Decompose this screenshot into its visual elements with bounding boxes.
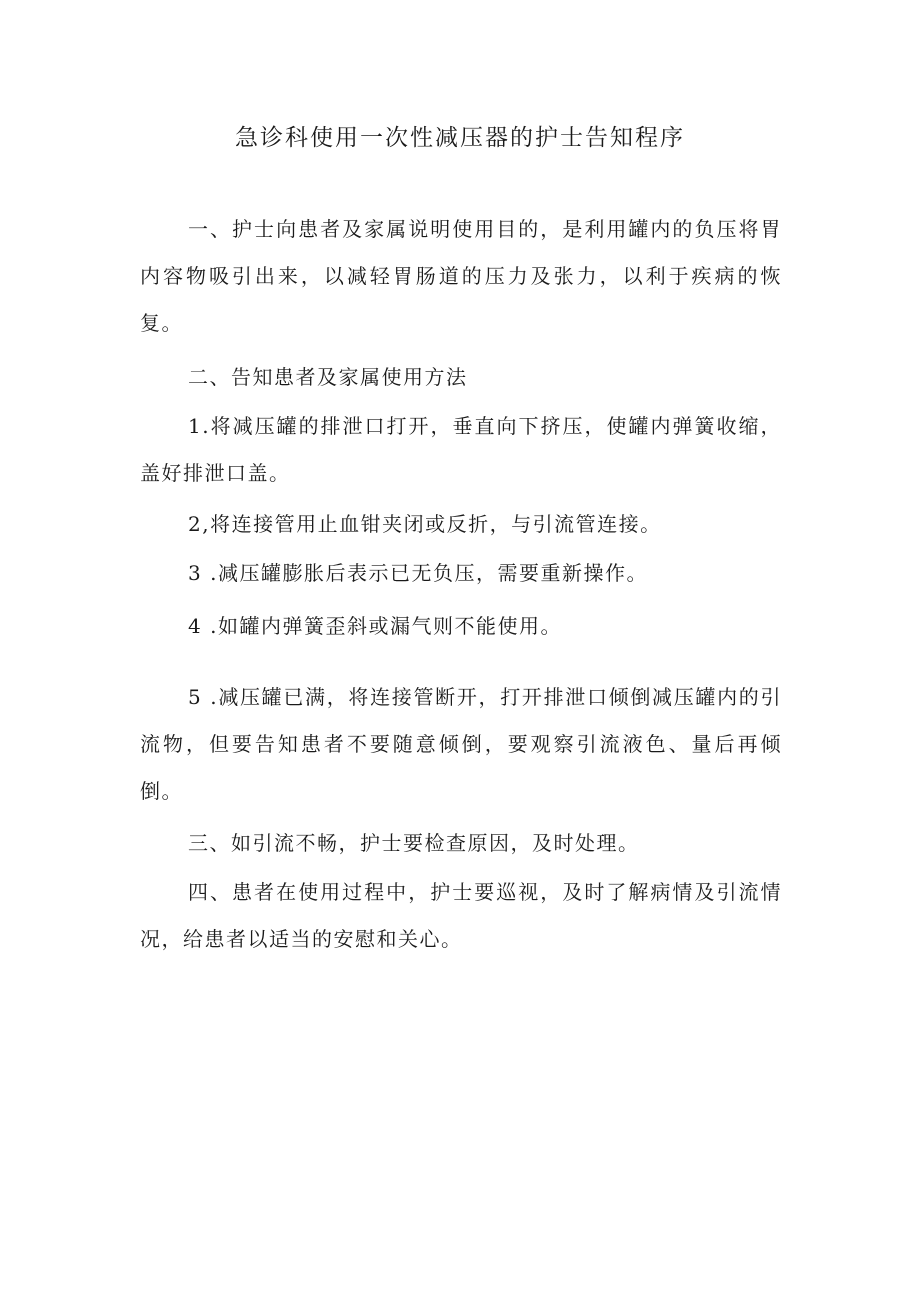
paragraph-step-5: 5 .减压罐已满，将连接管断开，打开排泄口倾倒减压罐内的引流物，但要告知患者不要随意倾倒，要观察引流液色、量后再倾倒。 [140, 685, 782, 803]
paragraph-purpose: 一、护士向患者及家属说明使用目的，是利用罐内的负压将胃内容物吸引出来，以减轻胃肠道的压力及张力，以利于疾病的恢复。 [140, 217, 782, 335]
paragraph-method-heading: 二、告知患者及家属使用方法 [188, 365, 468, 389]
paragraph-step-1: 1.将减压罐的排泄口打开，垂直向下挤压，使罐内弹簧收缩，盖好排泄口盖。 [140, 414, 782, 485]
paragraph-drainage-check: 三、如引流不畅，护士要检查原因，及时处理。 [188, 831, 640, 855]
paragraph-step-2: 2,将连接管用止血钳夹闭或反折，与引流管连接。 [188, 512, 662, 536]
paragraph-step-4: 4 .如罐内弹簧歪斜或漏气则不能使用。 [188, 614, 562, 638]
document-title: 急诊科使用一次性减压器的护士告知程序 [235, 125, 685, 151]
paragraph-step-3: 3 .减压罐膨胀后表示已无负压，需要重新操作。 [188, 561, 648, 585]
paragraph-patrol: 四、患者在使用过程中，护士要巡视，及时了解病情及引流情况，给患者以适当的安慰和关心。 [140, 880, 782, 951]
